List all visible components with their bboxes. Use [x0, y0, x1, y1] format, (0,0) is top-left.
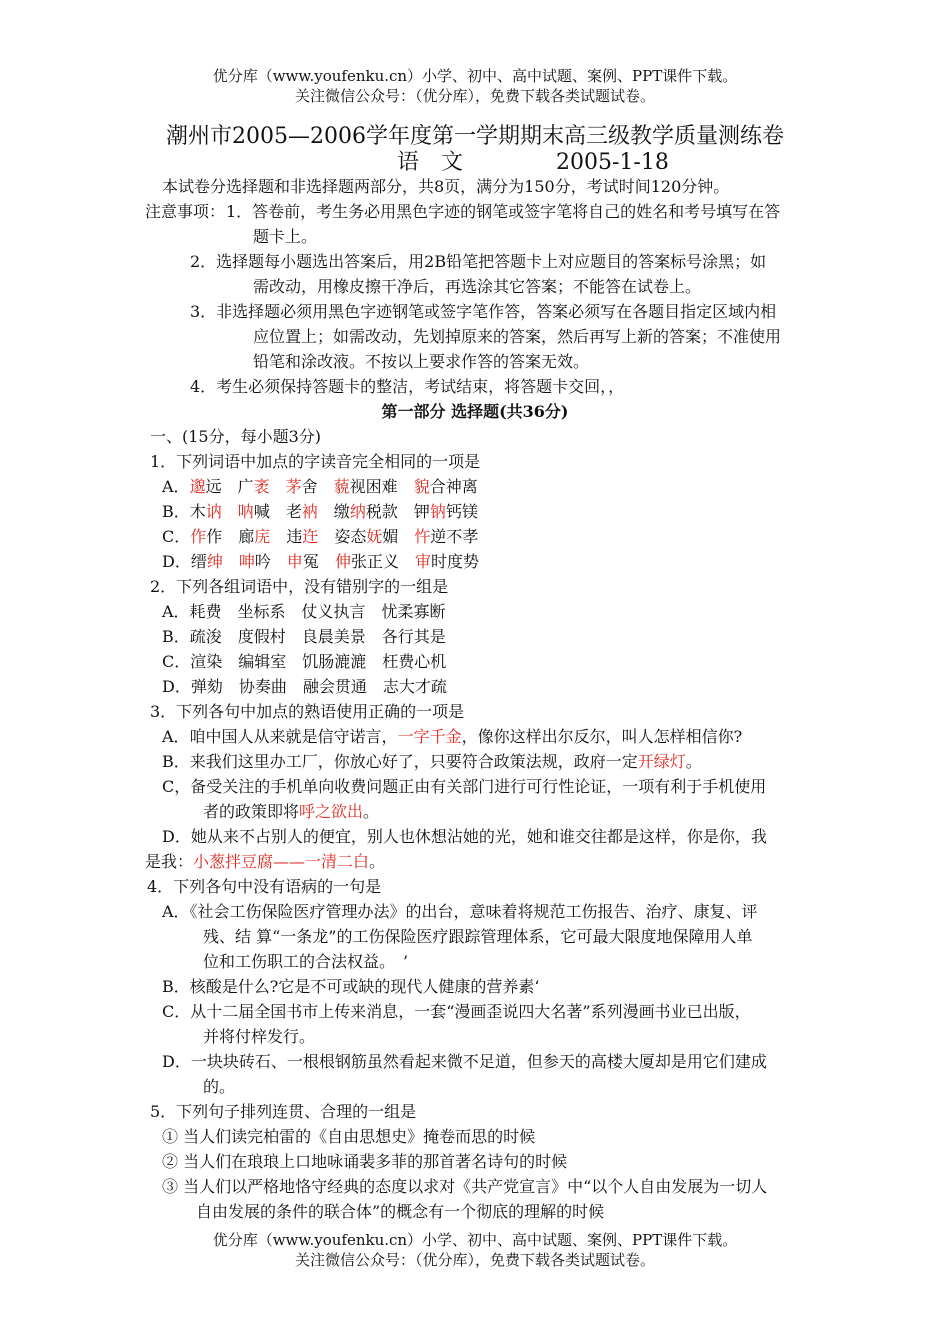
word-text: 税款	[365, 502, 398, 521]
word-text: 冤	[302, 552, 319, 571]
word-text: 作	[206, 527, 223, 546]
word-text: 媚	[382, 527, 399, 546]
dotted-char: 貌	[413, 477, 430, 496]
q2-option-a: A．耗费 坐标系 仗义执言 忧柔寡断	[162, 602, 446, 621]
dotted-char: 伸	[334, 552, 351, 571]
q3-option-d-line-2	[145, 851, 385, 873]
dotted-char: 钠	[429, 502, 446, 521]
q4-stem: 4．下列各句中没有语病的一句是	[147, 877, 382, 896]
q3-option-c-line-2	[203, 801, 379, 823]
q3-option-d-line-1: D．她从来不占别人的便宜，别人也休想沾她的光，她和谁交往都是这样，你是你，我	[162, 827, 767, 846]
sentence-text: 。	[363, 802, 380, 821]
q3-option-c-line-1: C，备受关注的手机单向收费问题正由有关部门进行可行性论证，一项有利于手机使用	[162, 777, 767, 796]
q5-sentence-2: ② 当人们在琅琅上口地咏诵裴多菲的那首著名诗句的时候	[162, 1152, 568, 1171]
q1-option-d	[162, 551, 479, 573]
dotted-char: 庑	[254, 527, 271, 546]
footer-line-1: 优分库（www.youfenku.cn）小学、初中、高中试题、案例、PPT课件下载。	[212, 1231, 738, 1249]
word-text: 远	[205, 477, 222, 496]
q1-option-b	[162, 501, 478, 523]
dotted-char: 茅	[285, 477, 302, 496]
sentence-text: 。	[369, 852, 386, 871]
q4-option-a-line-3: 位和工伤职工的合法权益。 ’	[203, 952, 409, 971]
dotted-char: 作	[190, 527, 207, 546]
word-text: 合神离	[429, 477, 478, 496]
dotted-char: 迕	[302, 527, 319, 546]
sentence-text: B．来我们这里办工厂，你放心好了，只要符合政策法规，政府一定	[162, 752, 638, 771]
option-label: A．	[162, 477, 190, 496]
dotted-char: 袤	[253, 477, 270, 496]
word-text: 钾	[413, 502, 430, 521]
sentence-text: 。	[685, 752, 702, 771]
note-4: 4．考生必须保持答题卡的整洁，考试结束，将答题卡交回，，	[190, 377, 625, 396]
word-text: 姿态	[334, 527, 367, 546]
word-text: 钙镁	[445, 502, 478, 521]
word-text: 舍	[301, 477, 318, 496]
dotted-char: 审	[414, 552, 431, 571]
dotted-char: 申	[286, 552, 303, 571]
q2-option-b: B．疏浚 度假村 良晨美景 各行其是	[162, 627, 446, 646]
word-text: 喊	[253, 502, 270, 521]
idiom-highlight: 一字千金	[397, 727, 462, 746]
part1-heading: 第一部分 选择题(共36分)	[381, 402, 569, 421]
dotted-char: 邈	[189, 477, 206, 496]
exam-intro: 本试卷分选择题和非选择题两部分，共8页，满分为150分，考试时间120分钟。	[162, 177, 730, 196]
sentence-text: 是我：	[145, 852, 194, 871]
exam-title: 潮州市2005—2006学年度第一学期期末高三级教学质量测练卷	[166, 124, 784, 149]
dotted-char: 呐	[237, 502, 254, 521]
q4-option-d-line-2: 的。	[203, 1077, 236, 1096]
word-text: 逆不孝	[430, 527, 479, 546]
word-text: 廊	[238, 527, 255, 546]
option-label: D．	[162, 552, 191, 571]
note-3-line-2: 应位置上；如需改动，先划掉原来的答案，然后再写上新的答案；不准使用	[253, 327, 782, 346]
word-text: 缴	[333, 502, 350, 521]
dotted-char: 藐	[333, 477, 350, 496]
notes-label: 注意事项：	[145, 202, 226, 221]
note-1-line-1: 1．答卷前，考生务必用黑色字迹的钢笔或签字笔将自己的姓名和考号填写在答	[226, 202, 781, 221]
q5-stem: 5．下列句子排列连贯、合理的一组是	[150, 1102, 417, 1121]
word-text: 视困难	[349, 477, 398, 496]
option-label: B．	[162, 502, 190, 521]
q5-sentence-3-line-1: ③ 当人们以严格地恪守经典的态度以求对《共产党宣言》中“以个人自由发展为一切人	[162, 1177, 768, 1196]
option-label: C．	[162, 527, 191, 546]
q3-option-a	[162, 726, 742, 748]
word-text: 缙	[190, 552, 207, 571]
note-1-line-2: 题卡上。	[253, 227, 318, 246]
footer-line-2: 关注微信公众号：（优分库），免费下载各类试题试卷。	[294, 1251, 655, 1269]
q5-sentence-1: ① 当人们读完柏雷的《自由思想史》掩卷而思的时候	[162, 1127, 536, 1146]
word-text: 吟	[254, 552, 271, 571]
word-text: 木	[189, 502, 206, 521]
q1-stem: 1．下列词语中加点的字读音完全相同的一项是	[150, 452, 481, 471]
note-2-line-1: 2．选择题每小题选出答案后，用2B铅笔把答题卡上对应题目的答案标号涂黑；如	[190, 252, 767, 271]
dotted-char: 衲	[301, 502, 318, 521]
dotted-char: 纳	[349, 502, 366, 521]
word-text: 张正义	[350, 552, 399, 571]
word-text: 时度势	[430, 552, 479, 571]
dotted-char: 呻	[238, 552, 255, 571]
q3-stem: 3．下列各句中加点的熟语使用正确的一项是	[150, 702, 465, 721]
section-heading: 一、(15分，每小题3分)	[150, 427, 322, 446]
q4-option-b: B．核酸是什么?它是不可或缺的现代人健康的营养素‘	[162, 977, 540, 996]
sentence-text: ，像你这样出尔反尔，叫人怎样相信你?	[461, 727, 743, 746]
dotted-char: 绅	[206, 552, 223, 571]
header-line-2: 关注微信公众号：（优分库），免费下载各类试题试卷。	[294, 87, 655, 105]
idiom-highlight: 小葱拌豆腐——一清二白	[193, 852, 370, 871]
q2-option-d: D．弹劾 协奏曲 融会贯通 志大才疏	[162, 677, 447, 696]
q2-option-c: C．渲染 编辑室 饥肠漉漉 枉费心机	[162, 652, 447, 671]
word-text: 广	[237, 477, 254, 496]
q5-sentence-3-line-2: 自由发展的条件的联合体”的概念有一个彻底的理解的时候	[196, 1202, 605, 1221]
note-3-line-3: 铅笔和涂改液。不按以上要求作答的答案无效。	[253, 352, 590, 371]
dotted-char: 忤	[414, 527, 431, 546]
q3-option-b	[162, 751, 702, 773]
word-text: 老	[285, 502, 302, 521]
q4-option-a-line-1: A．《社会工伤保险医疗管理办法》的出台，意味着将规范工伤报告、治疗、康复、评	[162, 902, 758, 921]
q1-option-a	[162, 476, 478, 498]
word-text: 违	[286, 527, 303, 546]
header-line-1: 优分库（www.youfenku.cn）小学、初中、高中试题、案例、PPT课件下载。	[212, 67, 738, 85]
dotted-char: 妩	[366, 527, 383, 546]
note-3-line-1: 3．非选择题必须用黑色字迹钢笔或签字笔作答，答案必须写在各题目指定区域内相	[190, 302, 777, 321]
note-2-line-2: 需改动，用橡皮擦干净后，再选涂其它答案；不能答在试卷上。	[253, 277, 702, 296]
q4-option-c-line-2: 并将付梓发行。	[203, 1027, 316, 1046]
sentence-text: 者的政策即将	[203, 802, 300, 821]
exam-date: 2005-1-18	[556, 150, 669, 175]
q4-option-c-line-1: C．从十二届全国书市上传来消息，一套“漫画歪说四大名著”系列漫画书业已出版，	[162, 1002, 751, 1021]
q1-option-c	[162, 526, 478, 548]
idiom-highlight: 开绿灯	[637, 752, 686, 771]
dotted-char: 讷	[205, 502, 222, 521]
q2-stem: 2．下列各组词语中，没有错别字的一组是	[150, 577, 449, 596]
sentence-text: A．咱中国人从来就是信守诺言，	[162, 727, 398, 746]
q4-option-a-line-2: 残、结 算“一条龙”的工伤保险医疗跟踪管理体系，它可最大限度地保障用人单	[203, 927, 753, 946]
q4-option-d-line-1: D．一块块砖石、一根根钢筋虽然看起来微不足道，但参天的高楼大厦却是用它们建成	[162, 1052, 767, 1071]
idiom-highlight: 呼之欲出	[299, 802, 364, 821]
exam-subject: 语 文	[397, 150, 464, 175]
